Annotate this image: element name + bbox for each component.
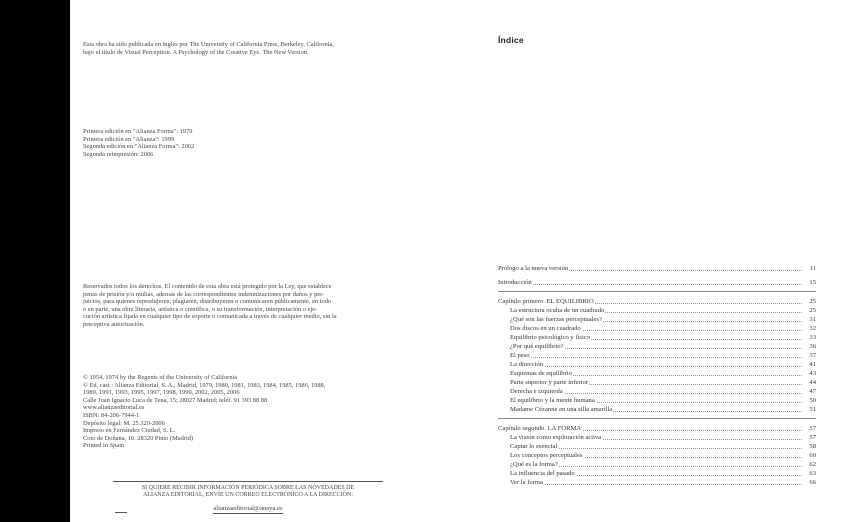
- text-line: cución artística fijada en cualquier tipo de soporte o comunicada a través de cualquier medio, sin la: [83, 313, 337, 321]
- contents-page: [440, 0, 848, 522]
- toc-label: Dos discos en un cuadrado: [510, 325, 581, 332]
- dot-leader: [510, 357, 802, 358]
- toc-page-number: 11: [809, 265, 816, 272]
- toc-page-number: 57: [809, 425, 816, 432]
- toc-entry: [498, 451, 816, 460]
- toc-entry: [498, 405, 816, 414]
- dot-leader: [510, 484, 802, 485]
- toc-label: ¿Qué es la forma?: [510, 461, 558, 468]
- toc-label: La dirección: [510, 361, 544, 368]
- toc-entry: [498, 333, 816, 342]
- toc-entry: [498, 351, 816, 360]
- toc-page-number: 58: [809, 443, 816, 450]
- toc-page-number: 25: [809, 298, 816, 305]
- toc-label: Los conceptos perceptuales: [510, 452, 583, 459]
- toc-label: Capítulo primero. EL EQUILIBRIO: [498, 298, 594, 305]
- toc-chapter: [498, 297, 816, 306]
- text-line: 1989, 1991, 1993, 1995, 1997, 1998, 1999, 2002, 2005, 2006: [83, 389, 240, 397]
- toc-entry: [498, 278, 816, 287]
- toc-page-number: 66: [809, 479, 816, 486]
- toc-entry: [498, 315, 816, 324]
- text-line: preceptiva autorización.: [83, 320, 145, 328]
- text-line: Segunda reimpresión: 2006: [83, 150, 154, 158]
- toc-label: Ver la forma: [510, 479, 543, 486]
- text-line: © Ed. cast.: Alianza Editorial, S. A., Madrid, 1979, 1980, 1981, 1983, 1984, 1985, 1986, 1988,: [83, 381, 326, 389]
- toc-label: ¿Por qué equilibrio?: [510, 343, 564, 350]
- toc-page-number: 32: [809, 325, 816, 332]
- text-line: Esta obra ha sido publicada en inglés por The University of California Press, Berkeley, California,: [83, 41, 334, 48]
- publication-note: [83, 41, 383, 56]
- text-line: Impreso en Fernández Ciudad, S. L.: [83, 427, 176, 435]
- toc-label: Introducción: [498, 279, 532, 286]
- text-line: © 1954, 1974 by the Regents of the University of California: [83, 374, 238, 381]
- email-address: alianzaeditorial@anaya.es: [213, 505, 282, 514]
- toc-label: El peso: [510, 352, 530, 359]
- toc-label: La visión como exploración activa: [510, 434, 602, 441]
- toc-chapter: [498, 424, 816, 433]
- divider: [113, 481, 383, 482]
- text-line: ALIANZA EDITORIAL, ENVÍE UN CORREO ELECTRÓNICO A LA DIRECCIÓN:: [142, 492, 354, 499]
- toc-page-number: 57: [809, 434, 816, 441]
- divider: [498, 418, 816, 419]
- text-line: SI QUIERE RECIBIR INFORMACIÓN PERIÓDICA SOBRE LAS NOVEDADES DE: [141, 485, 355, 491]
- rights-notice: [83, 283, 388, 329]
- toc-entry: [498, 460, 816, 469]
- toc-label: La estructura oculta de un cuadrado: [510, 307, 605, 314]
- text-line: Reservados todos los derechos. El contenido de esta obra está protegido por la Ley, que establece: [83, 283, 332, 290]
- toc-label: Equilibrio psicológico y físico: [510, 334, 591, 341]
- toc-page-number: 47: [809, 388, 816, 395]
- toc-label: El equilibrio y la mente humana: [510, 397, 595, 404]
- copyright-page: [70, 0, 430, 522]
- toc-page-number: 51: [809, 406, 816, 413]
- toc-label: Esquemas de equilibrio: [510, 370, 572, 377]
- legal-block: [83, 374, 383, 450]
- toc-entry: [498, 342, 816, 351]
- text-line: Depósito legal: M. 25.320-2006: [83, 419, 165, 427]
- toc-label: Derecha e izquierda: [510, 388, 563, 395]
- toc-page-number: 41: [809, 361, 816, 368]
- toc-label: La influencia del pasado: [510, 470, 575, 477]
- toc-label: Parte superior y parte inferior: [510, 379, 588, 386]
- toc-label: Captar lo esencial: [510, 443, 558, 450]
- toc-page-number: 36: [809, 343, 816, 350]
- toc-entry: [498, 387, 816, 396]
- table-of-contents: [498, 264, 816, 487]
- toc-label: Prólogo a la nueva versión: [498, 265, 569, 272]
- toc-page-number: 33: [809, 334, 816, 341]
- text-line: www.alianzaeditorial.es: [83, 404, 145, 412]
- toc-entry: [498, 378, 816, 387]
- text-line: o en parte, una obra literaria, artística o científica, o su transformación, interpretación o eje-: [83, 305, 318, 313]
- toc-page-number: 15: [809, 279, 816, 286]
- dot-leader: [510, 366, 802, 367]
- toc-entry: [498, 369, 816, 378]
- toc-page-number: 63: [809, 470, 816, 477]
- text-line: Calle Juan Ignacio Luca de Tena, 15; 28027 Madrid; teléf. 91 393 88 88: [83, 396, 268, 404]
- toc-entry: [498, 324, 816, 333]
- text-line: Coto de Doñana, 10. 28320 Pinto (Madrid): [83, 434, 194, 442]
- text-line: Primera edición en "Alianza": 1999: [83, 135, 175, 143]
- toc-entry: [498, 433, 816, 442]
- text-line: ISBN: 84-206-7944-1: [83, 411, 140, 419]
- text-line: bajo el título de Visual Perception. A Psychology of the Creative Eye. The New Version.: [83, 48, 309, 56]
- page-title: Índice: [498, 35, 524, 45]
- toc-entry: [498, 469, 816, 478]
- toc-page-number: 31: [809, 316, 816, 323]
- toc-label: Madame Cézanne en una silla amarilla: [510, 406, 613, 413]
- toc-page-number: 44: [809, 379, 816, 386]
- text-line: juicios, para quienes reprodujeren, plagiaren, distribuyeren o comunicaren públicamente, en todo: [83, 298, 332, 306]
- newsletter-box: [83, 481, 413, 514]
- toc-page-number: 60: [809, 452, 816, 459]
- edition-history: [83, 128, 383, 158]
- toc-page-number: 25: [809, 307, 816, 314]
- text-line: penas de prisión y/o multas, además de las correspondientes indemnizaciones por daños y per-: [83, 290, 325, 298]
- text-line: Segunda edición en "Alianza Forma": 2002: [83, 143, 195, 151]
- toc-entry: [498, 360, 816, 369]
- divider: [498, 291, 816, 292]
- toc-label: Capítulo segundo. LA FORMA: [498, 425, 582, 432]
- toc-page-number: 43: [809, 370, 816, 377]
- toc-entry: [498, 264, 816, 273]
- toc-page-number: 37: [809, 352, 816, 359]
- scanner-edge: [0, 0, 70, 522]
- toc-page-number: 50: [809, 397, 816, 404]
- text-line: Printed in Spain: [83, 442, 125, 450]
- toc-entry: [498, 442, 816, 451]
- toc-entry: [498, 306, 816, 315]
- toc-page-number: 62: [809, 461, 816, 468]
- divider: [115, 512, 127, 513]
- text-line: Primera edición en "Alianza Forma": 1979: [83, 128, 193, 135]
- toc-entry: [498, 478, 816, 487]
- toc-label: ¿Qué son las fuerzas perceptuales?: [510, 316, 602, 323]
- toc-entry: [498, 396, 816, 405]
- dot-leader: [498, 284, 802, 285]
